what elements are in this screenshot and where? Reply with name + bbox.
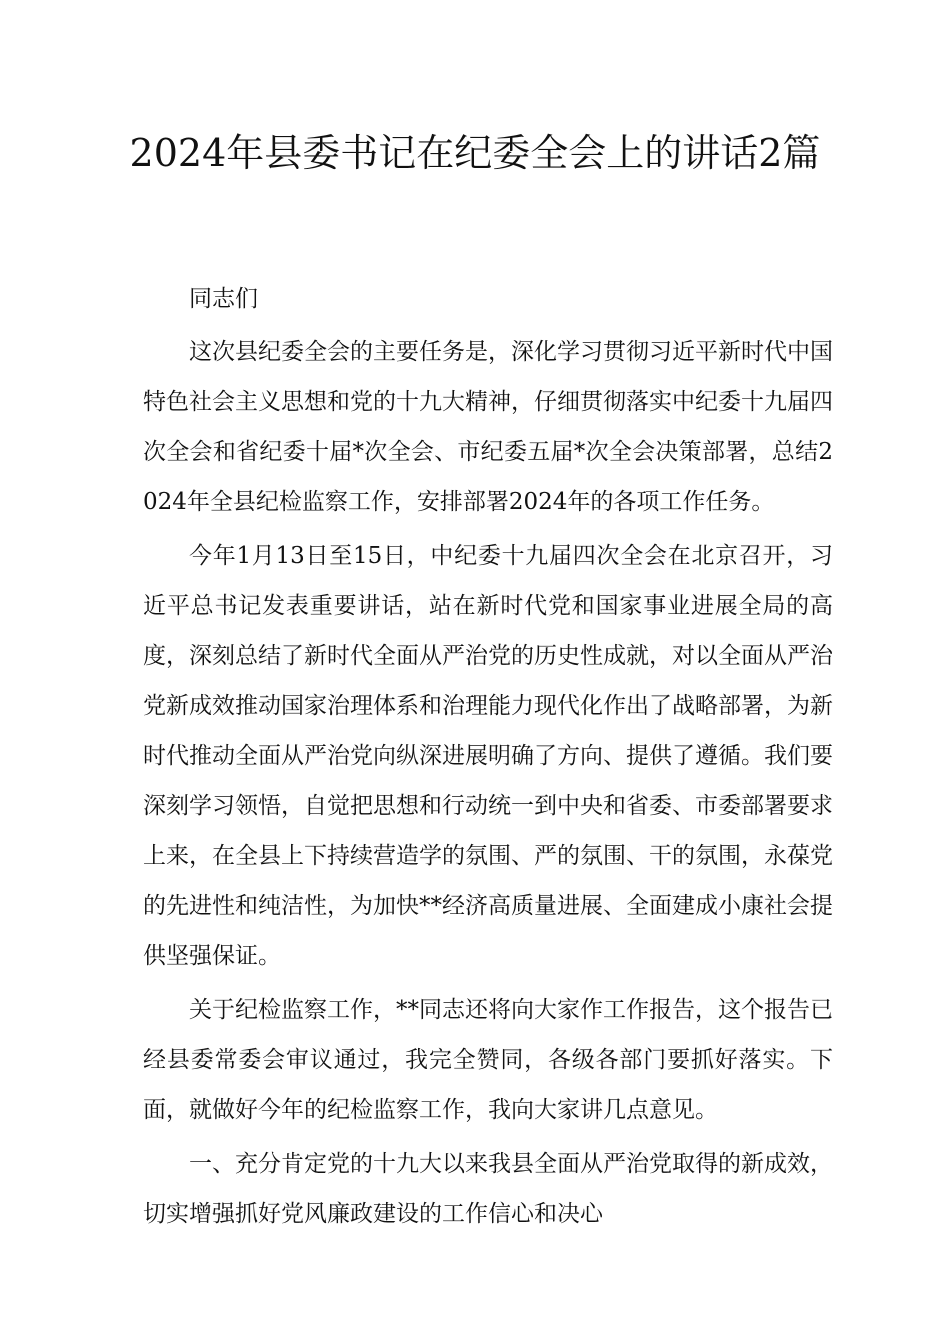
document-body xyxy=(143,274,833,1243)
body-paragraph-2: 今年1月13日至15日，中纪委十九届四次全会在北京召开，习近平总书记发表重要讲话，站在新时代党和国家事业进展全局的高度，深刻总结了新时代全面从严治党的历史性成就，对以全面从严治党新成效推动国家治理体系和治理能力现代化作出了战略部署，为新时代推动全面从严治党向纵深进展明确了方向、提供了遵循。我们要深刻学习领悟，自觉把思想和行动统一到中央和省委、市委部署要求上来，在全县上下持续营造学的氛围、严的氛围、干的氛围，永葆党的先进性和纯洁性，为加快**经济高质量进展、全面建成小康社会提供坚强保证。 xyxy=(143,543,833,969)
section-heading-1: 一、充分肯定党的十九大以来我县全面从严治党取得的新成效，切实增强抓好党风廉政建设的工作信心和决心 xyxy=(143,1151,833,1227)
body-paragraph-1: 这次县纪委全会的主要任务是，深化学习贯彻习近平新时代中国特色社会主义思想和党的十九大精神，仔细贯彻落实中纪委十九届四次全会和省纪委十届*次全会、市纪委五届*次全会决策部署，总结2024年全县纪检监察工作，安排部署2024年的各项工作任务。 xyxy=(143,339,833,515)
greeting-line: 同志们 xyxy=(189,286,258,312)
body-paragraph-3: 关于纪检监察工作，**同志还将向大家作工作报告，这个报告已经县委常委会审议通过，我完全赞同，各级各部门要抓好落实。下面，就做好今年的纪检监察工作，我向大家讲几点意见。 xyxy=(143,997,833,1123)
document-title: 2024年县委书记在纪委全会上的讲话2篇 xyxy=(129,131,821,175)
